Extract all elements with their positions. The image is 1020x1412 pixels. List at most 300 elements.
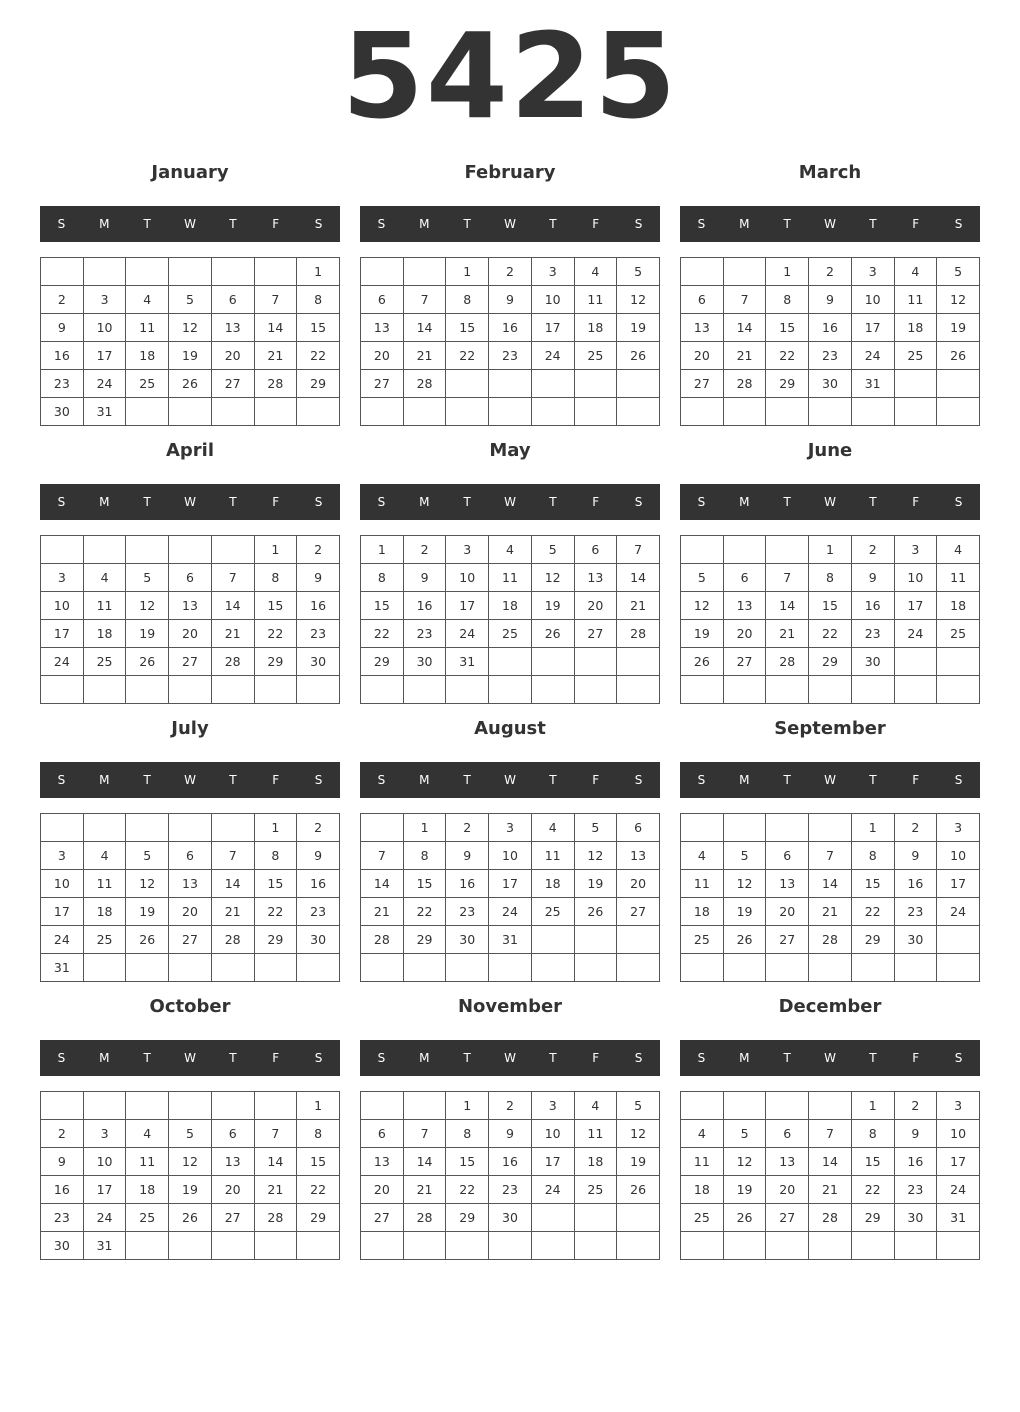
week-row (681, 370, 980, 398)
week-row (361, 1176, 660, 1204)
week-row (681, 814, 980, 842)
week-row (41, 592, 340, 620)
day-cell (41, 536, 84, 564)
day-cell (574, 1204, 617, 1232)
day-cell: 4 (574, 1092, 617, 1120)
day-cell: 2 (446, 814, 489, 842)
week-row (361, 342, 660, 370)
day-cell: 30 (894, 1204, 937, 1232)
day-cell (531, 954, 574, 982)
day-cell: 12 (723, 1148, 766, 1176)
day-cell (169, 258, 212, 286)
day-cell: 5 (126, 842, 169, 870)
day-cell: 4 (83, 842, 126, 870)
weekday-label: W (184, 495, 196, 509)
day-cell: 1 (254, 536, 297, 564)
day-cell (894, 370, 937, 398)
day-cell: 28 (766, 648, 809, 676)
week-row (41, 564, 340, 592)
weekday-label: M (739, 217, 750, 231)
day-cell: 16 (403, 592, 446, 620)
day-cell: 18 (489, 592, 532, 620)
day-cell: 7 (766, 564, 809, 592)
day-cell (211, 1232, 254, 1260)
day-cell (169, 536, 212, 564)
day-cell: 8 (446, 286, 489, 314)
day-cell: 19 (169, 342, 212, 370)
day-cell: 25 (489, 620, 532, 648)
day-cell: 27 (723, 648, 766, 676)
day-cell: 14 (766, 592, 809, 620)
weekday-label: T (143, 217, 151, 231)
day-cell: 2 (894, 1092, 937, 1120)
weekday-label: T (463, 1051, 471, 1065)
day-cell: 15 (254, 592, 297, 620)
day-cell (617, 954, 660, 982)
day-cell: 10 (83, 314, 126, 342)
day-cell (41, 258, 84, 286)
day-cell: 9 (297, 564, 340, 592)
weekday-label: S (954, 1051, 963, 1065)
week-row (41, 870, 340, 898)
weekday-label: F (272, 1051, 280, 1065)
day-cell: 15 (851, 1148, 894, 1176)
day-cell: 15 (851, 870, 894, 898)
day-cell: 16 (297, 592, 340, 620)
day-cell: 10 (531, 286, 574, 314)
day-cell (531, 398, 574, 426)
day-cell: 28 (403, 1204, 446, 1232)
day-cell: 24 (937, 1176, 980, 1204)
day-cell (574, 926, 617, 954)
weekday-header (360, 762, 660, 798)
weekday-label: F (912, 217, 920, 231)
weekday-label: S (634, 1051, 643, 1065)
day-cell (254, 1092, 297, 1120)
day-cell: 29 (766, 370, 809, 398)
day-cell: 9 (894, 842, 937, 870)
day-grid (680, 813, 980, 982)
day-cell: 31 (937, 1204, 980, 1232)
day-cell: 23 (489, 1176, 532, 1204)
day-cell: 12 (681, 592, 724, 620)
weekday-label: S (377, 1051, 386, 1065)
day-cell: 17 (83, 1176, 126, 1204)
weekday-label: S (634, 217, 643, 231)
day-cell: 3 (531, 258, 574, 286)
weekday-label: M (739, 1051, 750, 1065)
day-cell (169, 954, 212, 982)
day-cell (126, 536, 169, 564)
day-cell (41, 676, 84, 704)
day-cell: 24 (489, 898, 532, 926)
day-cell: 21 (723, 342, 766, 370)
day-cell: 21 (809, 898, 852, 926)
month-title: August (474, 718, 546, 739)
weekday-label: S (954, 773, 963, 787)
day-cell: 23 (297, 620, 340, 648)
week-row (681, 342, 980, 370)
day-cell: 13 (723, 592, 766, 620)
weekday-label: S (314, 1051, 323, 1065)
day-cell: 13 (169, 870, 212, 898)
day-cell: 21 (361, 898, 404, 926)
day-cell (574, 1232, 617, 1260)
day-cell: 8 (254, 564, 297, 592)
month-title: December (778, 996, 882, 1017)
day-cell: 9 (446, 842, 489, 870)
day-cell (617, 398, 660, 426)
weekday-label: T (463, 773, 471, 787)
week-row (41, 1176, 340, 1204)
day-cell: 21 (766, 620, 809, 648)
weekday-label: T (869, 773, 877, 787)
day-cell (894, 676, 937, 704)
day-cell: 11 (681, 1148, 724, 1176)
month-title: April (165, 440, 215, 461)
day-cell: 14 (361, 870, 404, 898)
week-row (41, 926, 340, 954)
day-cell: 17 (41, 898, 84, 926)
day-cell: 18 (574, 314, 617, 342)
day-cell: 16 (894, 1148, 937, 1176)
day-cell: 30 (809, 370, 852, 398)
day-cell: 31 (446, 648, 489, 676)
day-cell: 28 (809, 1204, 852, 1232)
weekday-label: T (869, 1051, 877, 1065)
day-cell: 26 (169, 370, 212, 398)
weekday-label: F (912, 1051, 920, 1065)
day-cell (937, 648, 980, 676)
day-cell: 15 (403, 870, 446, 898)
day-cell: 12 (126, 870, 169, 898)
month-title: September (774, 718, 886, 739)
day-cell: 21 (403, 342, 446, 370)
day-cell: 25 (126, 370, 169, 398)
day-cell: 8 (809, 564, 852, 592)
weekday-header (680, 1040, 980, 1076)
day-cell: 7 (254, 1120, 297, 1148)
day-cell: 1 (766, 258, 809, 286)
day-cell (254, 1232, 297, 1260)
day-cell: 18 (681, 1176, 724, 1204)
weekday-label: W (824, 217, 836, 231)
day-cell: 1 (446, 1092, 489, 1120)
day-grid (360, 257, 660, 426)
day-cell (531, 370, 574, 398)
year-title: 5425 (341, 7, 679, 145)
day-cell: 17 (531, 1148, 574, 1176)
day-cell: 21 (403, 1176, 446, 1204)
week-row (361, 536, 660, 564)
day-cell (617, 926, 660, 954)
day-cell: 5 (169, 1120, 212, 1148)
day-grid (360, 535, 660, 704)
day-cell: 24 (894, 620, 937, 648)
day-cell: 21 (617, 592, 660, 620)
day-cell: 25 (894, 342, 937, 370)
day-cell: 22 (254, 620, 297, 648)
weekday-label: S (57, 773, 66, 787)
day-cell: 18 (126, 342, 169, 370)
weekday-label: M (739, 773, 750, 787)
day-cell: 27 (766, 1204, 809, 1232)
day-cell: 5 (169, 286, 212, 314)
day-cell: 5 (574, 814, 617, 842)
day-cell: 20 (211, 1176, 254, 1204)
day-cell: 7 (254, 286, 297, 314)
day-cell (446, 370, 489, 398)
day-cell: 17 (83, 342, 126, 370)
day-cell: 3 (937, 814, 980, 842)
weekday-header (40, 484, 340, 520)
day-cell (681, 954, 724, 982)
day-cell: 8 (254, 842, 297, 870)
day-cell: 1 (446, 258, 489, 286)
day-cell: 26 (126, 648, 169, 676)
day-cell (211, 536, 254, 564)
day-grid (40, 1091, 340, 1260)
day-cell: 4 (531, 814, 574, 842)
day-cell: 14 (617, 564, 660, 592)
day-cell: 21 (809, 1176, 852, 1204)
day-cell: 8 (297, 1120, 340, 1148)
day-cell (681, 1232, 724, 1260)
week-row (361, 370, 660, 398)
day-cell (169, 676, 212, 704)
day-cell (83, 536, 126, 564)
day-cell: 7 (403, 1120, 446, 1148)
day-cell (211, 1092, 254, 1120)
day-cell: 12 (531, 564, 574, 592)
day-cell (574, 648, 617, 676)
day-cell: 21 (211, 620, 254, 648)
day-cell: 27 (169, 648, 212, 676)
day-cell: 10 (937, 842, 980, 870)
day-cell: 27 (211, 1204, 254, 1232)
week-row (361, 620, 660, 648)
day-cell: 9 (894, 1120, 937, 1148)
day-cell: 2 (489, 1092, 532, 1120)
day-cell: 31 (41, 954, 84, 982)
day-cell (531, 926, 574, 954)
day-cell: 1 (297, 258, 340, 286)
day-cell (446, 1232, 489, 1260)
day-cell: 3 (937, 1092, 980, 1120)
day-cell (297, 676, 340, 704)
weekday-label: W (504, 1051, 516, 1065)
day-cell: 2 (489, 258, 532, 286)
day-cell (766, 536, 809, 564)
day-cell: 20 (766, 898, 809, 926)
day-cell: 15 (297, 1148, 340, 1176)
weekday-label: F (272, 217, 280, 231)
day-cell: 7 (809, 842, 852, 870)
day-cell: 20 (681, 342, 724, 370)
day-cell (809, 1232, 852, 1260)
day-cell: 5 (531, 536, 574, 564)
day-cell: 18 (83, 898, 126, 926)
week-row (681, 398, 980, 426)
day-cell (403, 1092, 446, 1120)
week-row (41, 1092, 340, 1120)
day-cell: 6 (681, 286, 724, 314)
week-row (41, 314, 340, 342)
day-cell: 26 (723, 926, 766, 954)
day-cell: 3 (83, 286, 126, 314)
day-cell: 27 (361, 1204, 404, 1232)
weekday-label: W (504, 217, 516, 231)
week-row (681, 536, 980, 564)
week-row (681, 870, 980, 898)
day-cell (489, 398, 532, 426)
month-title: March (798, 162, 862, 183)
day-cell: 3 (83, 1120, 126, 1148)
day-cell: 12 (937, 286, 980, 314)
day-cell (126, 258, 169, 286)
weekday-label: T (229, 495, 237, 509)
day-cell: 20 (574, 592, 617, 620)
day-cell (83, 258, 126, 286)
weekday-label: W (184, 1051, 196, 1065)
day-cell: 4 (681, 842, 724, 870)
day-cell (126, 398, 169, 426)
month-title: October (149, 996, 231, 1017)
day-cell: 1 (851, 814, 894, 842)
day-cell: 4 (126, 1120, 169, 1148)
day-grid (680, 257, 980, 426)
day-cell: 26 (169, 1204, 212, 1232)
day-cell (574, 954, 617, 982)
weekday-label: S (314, 773, 323, 787)
week-row (41, 398, 340, 426)
day-cell (723, 1232, 766, 1260)
day-cell: 13 (574, 564, 617, 592)
day-cell: 24 (83, 1204, 126, 1232)
day-cell: 24 (41, 926, 84, 954)
day-cell (809, 398, 852, 426)
day-cell: 25 (83, 926, 126, 954)
week-row (681, 620, 980, 648)
week-row (681, 592, 980, 620)
day-cell: 30 (41, 1232, 84, 1260)
day-cell: 22 (361, 620, 404, 648)
day-cell (894, 398, 937, 426)
day-cell: 23 (41, 1204, 84, 1232)
day-cell: 16 (446, 870, 489, 898)
day-cell (126, 814, 169, 842)
day-cell (403, 1232, 446, 1260)
day-cell (211, 954, 254, 982)
day-cell: 6 (169, 842, 212, 870)
day-cell (446, 954, 489, 982)
day-cell: 1 (403, 814, 446, 842)
day-cell (361, 1232, 404, 1260)
day-cell (531, 1232, 574, 1260)
month-title: June (807, 440, 853, 461)
day-cell: 29 (403, 926, 446, 954)
day-cell: 12 (574, 842, 617, 870)
day-cell: 29 (361, 648, 404, 676)
day-cell: 8 (851, 1120, 894, 1148)
day-cell (446, 398, 489, 426)
day-cell: 23 (851, 620, 894, 648)
day-cell (809, 676, 852, 704)
week-row (681, 286, 980, 314)
weekday-label: M (419, 1051, 430, 1065)
day-cell (809, 1092, 852, 1120)
day-cell: 23 (297, 898, 340, 926)
day-cell: 26 (723, 1204, 766, 1232)
day-cell: 5 (126, 564, 169, 592)
day-cell: 28 (361, 926, 404, 954)
day-cell: 3 (41, 842, 84, 870)
day-cell: 13 (361, 1148, 404, 1176)
weekday-label: S (314, 217, 323, 231)
day-cell: 8 (297, 286, 340, 314)
day-grid (40, 813, 340, 982)
day-cell (937, 954, 980, 982)
day-grid (40, 535, 340, 704)
day-cell (574, 370, 617, 398)
day-cell (254, 676, 297, 704)
day-cell: 22 (766, 342, 809, 370)
day-cell: 2 (403, 536, 446, 564)
day-cell: 29 (254, 648, 297, 676)
week-row (41, 1204, 340, 1232)
day-cell (894, 1232, 937, 1260)
weekday-header (680, 206, 980, 242)
day-cell: 9 (851, 564, 894, 592)
weekday-label: F (592, 495, 600, 509)
week-row (361, 286, 660, 314)
day-cell (361, 814, 404, 842)
day-cell: 1 (254, 814, 297, 842)
day-cell (766, 1092, 809, 1120)
weekday-label: S (697, 217, 706, 231)
day-cell: 2 (809, 258, 852, 286)
day-cell: 5 (617, 258, 660, 286)
day-cell: 20 (361, 342, 404, 370)
day-cell (681, 1092, 724, 1120)
day-cell: 13 (766, 1148, 809, 1176)
day-cell: 12 (169, 314, 212, 342)
week-row (41, 286, 340, 314)
week-row (361, 870, 660, 898)
day-cell (126, 1232, 169, 1260)
day-cell: 27 (766, 926, 809, 954)
weekday-label: M (739, 495, 750, 509)
week-row (361, 926, 660, 954)
day-cell: 28 (254, 1204, 297, 1232)
day-cell: 19 (681, 620, 724, 648)
day-cell: 10 (851, 286, 894, 314)
day-cell: 5 (723, 842, 766, 870)
week-row (361, 592, 660, 620)
weekday-label: M (99, 495, 110, 509)
day-cell: 9 (41, 1148, 84, 1176)
day-cell (297, 954, 340, 982)
month-title: January (151, 162, 229, 183)
day-cell: 31 (83, 1232, 126, 1260)
day-cell (617, 1204, 660, 1232)
day-cell (809, 814, 852, 842)
day-cell: 2 (297, 536, 340, 564)
day-cell: 27 (169, 926, 212, 954)
weekday-label: S (57, 217, 66, 231)
day-cell: 15 (297, 314, 340, 342)
day-cell: 21 (254, 342, 297, 370)
